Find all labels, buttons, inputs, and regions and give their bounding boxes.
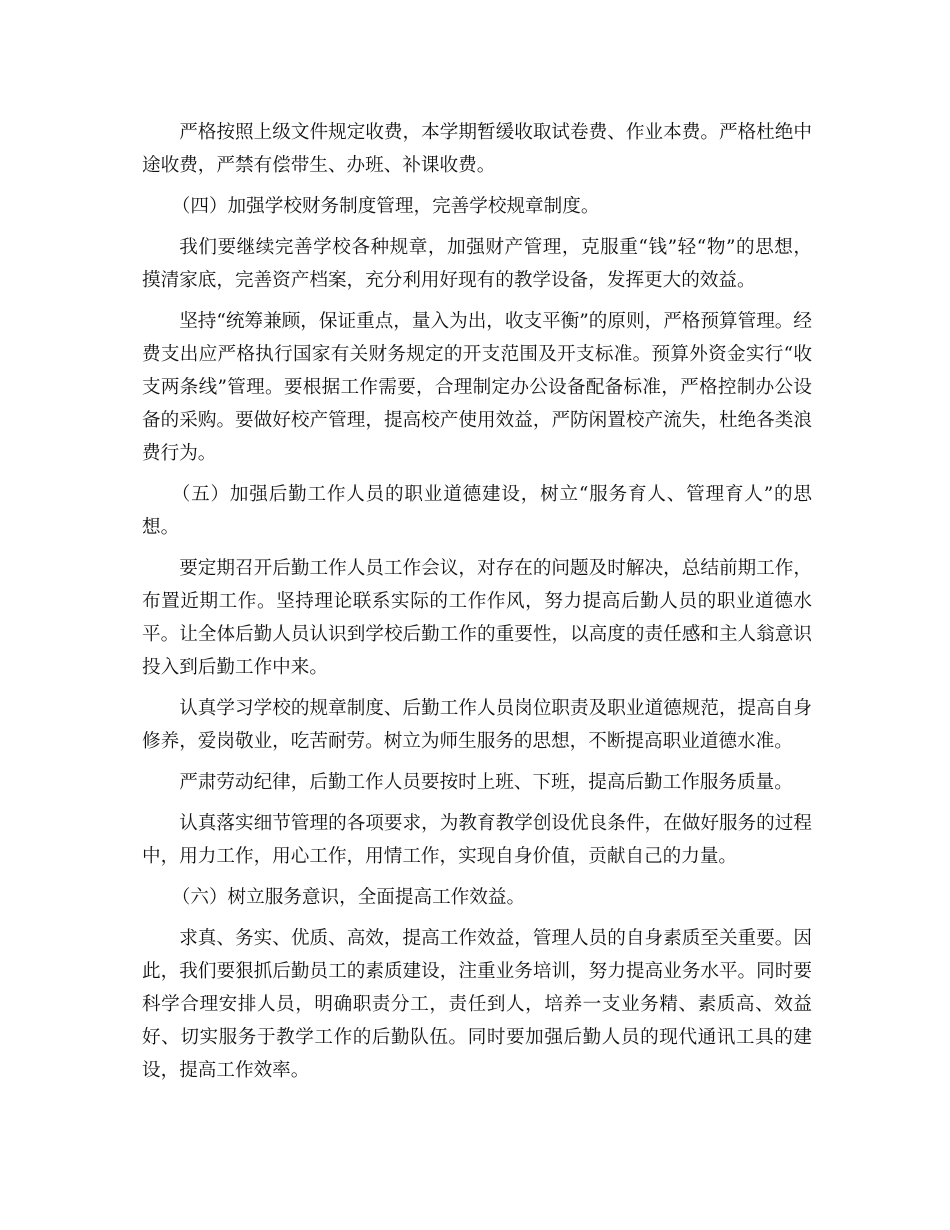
- paragraph-study-rules: 认真学习学校的规章制度、后勤工作人员岗位职责及职业道德规范，提高自身修养，爱岗敬业，吃苦耐劳。树立为师生服务的思想，不断提高职业道德水准。: [142, 698, 812, 752]
- section-heading-6: （六）树立服务意识，全面提高工作效益。: [171, 887, 526, 908]
- paragraph-fees: 严格按照上级文件规定收费，本学期暂缓收取试卷费、作业本费。严格杜绝中途收费，严禁有偿带生、办班、补课收费。: [142, 122, 812, 176]
- paragraph-regulations: 我们要继续完善学校各种规章，加强财产管理，克服重“钱”轻“物”的思想，摸清家底，完善资产档案，充分利用好现有的教学设备，发挥更大的效益。: [142, 237, 812, 291]
- paragraph-meetings: 要定期召开后勤工作人员工作会议，对存在的问题及时解决，总结前期工作，布置近期工作。坚持理论联系实际的工作作风，努力提高后勤人员的职业道德水平。让全体后勤人员认识到学校后勤工作的重要性，以高度的责任感和主人翁意识投入到后勤工作中来。: [142, 558, 812, 678]
- paragraph-budget: 坚持“统筹兼顾，保证重点，量入为出，收支平衡”的原则，严格预算管理。经费支出应严格执行国家有关财务规定的开支范围及开支标准。预算外资金实行“收支两条线”管理。要根据工作需要，合理制定办公设备配备标准，严格控制办公设备的采购。要做好校产管理，提高校产使用效益，严防闲置校产流失，杜绝各类浪费行为。: [142, 311, 812, 464]
- document-body: [142, 116, 812, 1095]
- section-heading-5: （五）加强后勤工作人员的职业道德建设，树立“服务育人、管理育人”的思想。: [142, 484, 812, 538]
- paragraph-details: 认真落实细节管理的各项要求，为教育教学创设优良条件，在做好服务的过程中，用力工作，用心工作，用情工作，实现自身价值，贡献自己的力量。: [142, 813, 812, 867]
- section-heading-4: （四）加强学校财务制度管理，完善学校规章制度。: [171, 196, 600, 217]
- paragraph-efficiency: 求真、务实、优质、高效，提高工作效益，管理人员的自身素质至关重要。因此，我们要狠抓后勤员工的素质建设，注重业务培训，努力提高业务水平。同时要科学合理安排人员，明确职责分工，责任到人，培养一支业务精、素质高、效益好、切实服务于教学工作的后勤队伍。同时要加强后勤人员的现代通讯工具的建设，提高工作效率。: [142, 928, 812, 1081]
- paragraph-discipline: 严肃劳动纪律，后勤工作人员要按时上班、下班，提高后勤工作服务质量。: [179, 772, 793, 793]
